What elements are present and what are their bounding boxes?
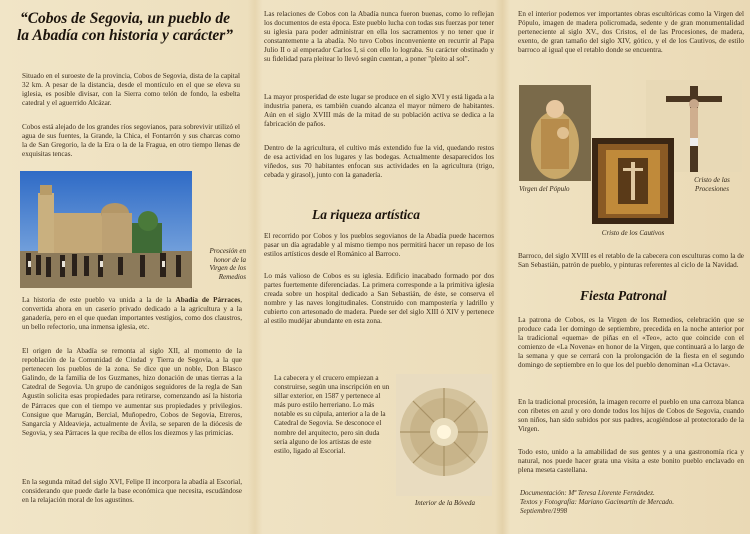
procesion-paragraph: En la tradicional procesión, la imagen recorre el pueblo en una carroza blanca con ribetes en azul y oro donde todos los hijos de Cobos de Segovia, cuando son niños, han sido subidos por sus padres, acogiéndose al protectorado de la Virgen.: [518, 398, 744, 434]
crossing-paragraph: La cabecera y el crucero empiezan a construirse, según una inscripción en un sillar exterior, en 1587 y pertenece al más puro estilo herreriano. Lo más notable es su cúpula, anterior a la de la Catedral de Segovia. Se desconoce el nombre del arquitecto, pero sin duda sería alguno de los artistas de este estilo, ligado al Escorial.: [274, 374, 390, 455]
fiesta-heading: Fiesta Patronal: [580, 288, 667, 303]
agriculture-paragraph: Dentro de la agricultura, el cultivo más extendido fue la vid, quedando restos de esa actividad en los lugares y las bodegas. Actualmente desaparecidos los viñedos, sus 70 habitantes enfocan sus actividades en la agricultura (trigo, cebada y girasol), junto con la ganadería.: [264, 144, 494, 180]
abbey-paragraph: [22, 296, 242, 332]
procession-photo: [20, 171, 192, 288]
credit-date: Septiembre/1998: [520, 506, 568, 515]
sculptures-paragraph: En el interior podemos ver importantes obras escultóricas como la Virgen del Pópulo, imagen de madera policromada, sedente y de gran monumentalidad perteneciente al siglo XV., dos Cristos, el de las Procesiones, de madera, exento, de gran tamaño del siglo XIV, gótico, y el de los Cautivos, de estilo barroco al igual que el retablo donde se encuentra.: [518, 10, 744, 55]
column-middle: [252, 0, 502, 534]
credits-block: [520, 489, 746, 515]
retablo-paragraph: Barroco, del siglo XVIII es el retablo de la cabecera con esculturas como la de San Sebastián, patrón de pueblo, y pinturas referentes al ciclo de la Navidad.: [518, 252, 744, 270]
dome-photo-image: [396, 374, 492, 496]
credit-texts-photo: Textos y Fotografía: Mariano Gacimartín de Mercado.: [520, 497, 675, 506]
artistic-intro-paragraph: El recorrido por Cobos y los pueblos segovianos de la Abadía puede hacernos pasar un día agradable y al mismo tiempo nos permitirá hacer un repaso de los estilos artísticos desde el Románico al Barroco.: [264, 232, 494, 259]
patrona-paragraph: La patrona de Cobos, es la Virgen de los Remedios, celebración que se produce cada 1er domingo de septiembre, precedida en la noche anterior por la tradicional «quema» de piñas en el «Teo», acto que coincide con el comienzo de «La Novena» en honor de la Virgen, que continuará a lo largo de la semana y que se cerrará con la prolongación de la fiesta en el segundo domingo de septiembre en lo que los del pueblo denominan «La Octava».: [518, 316, 744, 370]
dome-photo: [396, 374, 492, 496]
felipe-paragraph: En la segunda mitad del siglo XVI, Felipe II incorpora la abadía al Escorial, considerando que puede darle la base económica que necesita, escudándose en la relajación moral de los agustinos.: [22, 478, 242, 505]
virgen-photo-image: [519, 85, 591, 181]
cautivos-caption: Cristo de los Cautivos: [601, 229, 665, 237]
church-paragraph: Lo más valioso de Cobos es su iglesia. Edificio inacabado formado por dos partes fuertemente diferenciadas. La primera corresponde a la primitiva iglesia creada sobre un hospital dedicado a San Sebastián, de éste, se conserva el nombre y las naves longitudinales. Construido con mampostería y ladrillo y cubierto con artesonado de madera. Puede ser del siglo XIII ó XIV y pertenece al estilo mudéjar abundante en esta zona.: [264, 272, 494, 326]
column-left: [0, 0, 250, 534]
artistic-heading: La riqueza artística: [312, 207, 421, 222]
procession-photo-image: [20, 171, 192, 288]
prosperity-paragraph: La mayor prosperidad de este lugar se produce en el siglo XVI y está ligada a la industria panera, es también cuando alcanza el mayor número de habitantes. Aún en el siglo XVIII más de la mitad de su población activa se dedica a la fabricación de paños.: [264, 93, 494, 129]
virgen-caption: Virgen del Pópulo: [519, 185, 570, 193]
abbey-text-end: , convertida ahora en un caserío privado dedicado a la agricultura y a la ganadería, pero en el que quedan importantes vestigios, como dos claustros, un bello refectorio, una inmensa iglesia, etc.: [22, 296, 242, 332]
abbey-name: Abadía de Párraces: [175, 296, 241, 304]
column-right: [506, 0, 750, 534]
procession-caption: Procesión en honor de la Virgen de los Remedios: [209, 247, 246, 281]
credit-documentation: Documentación: Mª Teresa Llorente Fernández.: [520, 489, 655, 497]
cristo-procesiones-caption: Cristo de las Procesiones: [694, 176, 730, 193]
brochure-title: “Cobos de Segovia, un pueblo de la Abadía con historia y carácter”: [17, 10, 233, 44]
abbey-origin-paragraph: El origen de la Abadía se remonta al siglo XII, al momento de la repoblación de la Comunidad de Ciudad y Tierra de Segovia, a la que pertenecen los pueblos de la zona. Se dice que un noble, Don Blasco Galindo, de la familia de los Guzmanes, hizo donación de unas tierras a la Catedral de Segovia. Un grupo de canónigos seguidores de la regla de San Agustín solicita esas propiedades para retirarse, comenzando así la historia de Párraces que con el tiempo ve aumentar sus propiedades y privilegios. Consigue que Marugán, Bercial, Muñopedro, Cobos de Segovia, Etreros, Sangarcía y Aldeavieja, actualmente de Ávila, se separen de la diócesis de Segovia, y sea Párraces la que reciba de ellos los diezmos y las primicias.: [22, 347, 242, 437]
relations-paragraph: Las relaciones de Cobos con la Abadía nunca fueron buenas, como lo reflejan los documentos de esta época. Este pueblo lucha con todas sus fuerzas por tener su iglesia para poder administrar en ella los sacramentos y no tener que ir constantemente a la abadía. No tuvo Cobos inconveniente en recurrir al Papa Julio II o al emperador Carlos I, si con ello lo lograba. Su carácter obstinado y su fidelidad para pleitear lo llevó según cuentan, a poner "pleito al sol".: [264, 10, 494, 64]
virgen-photo: [519, 85, 591, 181]
dome-caption: Interior de la Bóveda: [414, 499, 476, 507]
visita-paragraph: Todo esto, unido a la amabilidad de sus gentes y a una gastronomía rica y natural, nos puede hacer grata una visita a este bonito pueblo enclavado en plena meseta castellana.: [518, 448, 744, 475]
rivers-paragraph: Cobos está alejado de los grandes ríos segovianos, para sobrevivir utilizó el agua de sus fuentes, la Grande, la Chica, el Fontarrón y sus charcas como la de San Gregorio, la de la Era o la de la Fragua, en otro tiempo llenas de exquisitas tencas.: [22, 123, 240, 159]
cautivos-photo: [592, 138, 674, 224]
cautivos-photo-image: [592, 138, 674, 224]
intro-paragraph: Situado en el suroeste de la provincia, Cobos de Segovia, dista de la capital 32 km. A pesar de la distancia, desde el montículo en el que se eleva su iglesia, es posible divisar, con la Sierra como telón de fondo, la esbelta catedral y el aguerrido Alcázar.: [22, 72, 240, 108]
abbey-text-start: La historia de este pueblo va unida a la de la: [22, 296, 176, 304]
